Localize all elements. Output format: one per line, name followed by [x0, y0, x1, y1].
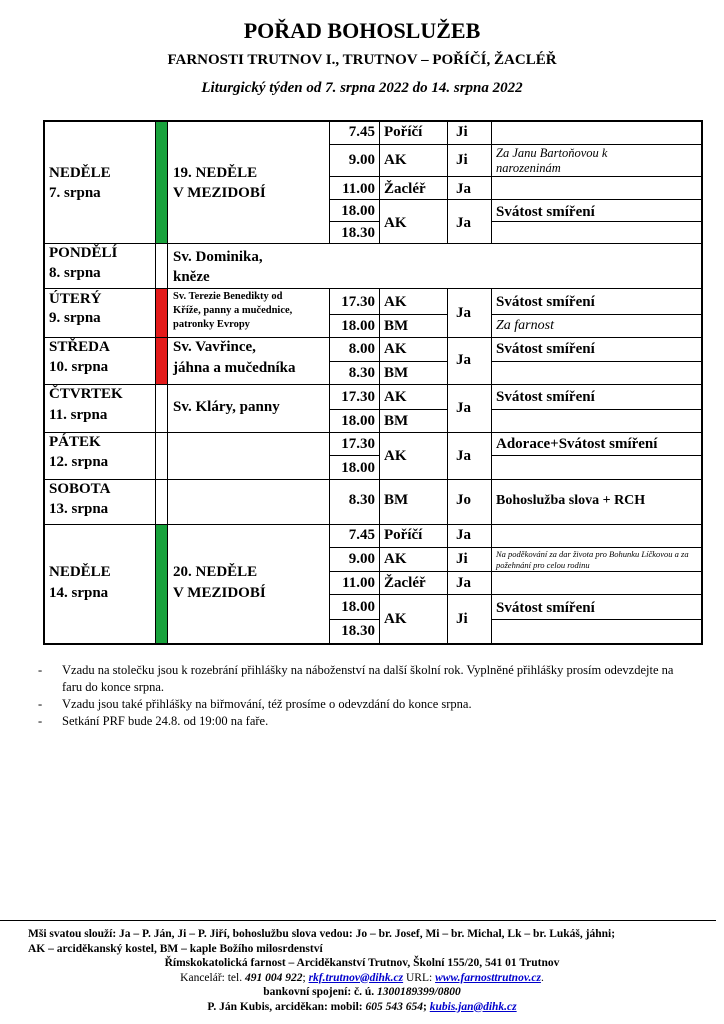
announcement-item — [38, 696, 688, 713]
feast-name: Sv. Dominika, — [173, 249, 263, 265]
liturgical-color-bar — [156, 337, 167, 384]
feast-name: patronky Evropy — [173, 319, 250, 330]
announcement-text: Setkání PRF bude 24.8. od 19:00 na faře. — [62, 714, 269, 728]
mass-place: BM — [384, 365, 409, 381]
mass-place: AK — [384, 611, 407, 627]
priest-code: Jo — [456, 492, 471, 508]
day-name: PÁTEK — [49, 434, 101, 450]
subrow-line — [329, 221, 379, 222]
priest-code: Ji — [456, 152, 468, 168]
bullet-dash: - — [38, 663, 43, 677]
priest-code: Ja — [456, 527, 471, 543]
mass-note: Svátost smíření — [496, 204, 595, 220]
priest-code: Ja — [456, 575, 471, 591]
mass-time: 17.30 — [341, 436, 375, 452]
mass-time: 7.45 — [348, 124, 375, 140]
day-separator — [43, 243, 702, 244]
mass-place: BM — [384, 318, 409, 334]
day-date: 12. srpna — [49, 454, 109, 470]
feast-name: Kříže, panny a mučednice, — [173, 305, 293, 316]
liturgical-color-bar — [156, 120, 167, 243]
day-name: ČTVRTEK — [49, 386, 123, 402]
website-link[interactable]: www.farnosttrutnov.cz — [435, 971, 541, 984]
mass-time: 8.30 — [348, 365, 375, 381]
mass-intention: Na poděkování za dar života pro Bohunku Líčkovou a za požehnání pro celou rodinu — [496, 549, 689, 570]
subrow-line — [329, 547, 702, 548]
footer-office: Kancelář: tel. 491 004 922; rkf.trutnov@dihk.cz URL: www.farnosttrutnov.cz. — [180, 971, 544, 984]
table-border — [43, 120, 702, 122]
mass-place: AK — [384, 448, 407, 464]
day-date: 7. srpna — [49, 185, 101, 201]
office-email-link[interactable]: rkf.trutnov@dihk.cz — [308, 971, 404, 984]
subrow-line — [491, 361, 702, 362]
column-line — [379, 120, 380, 243]
mass-time: 17.30 — [341, 294, 375, 310]
day-date: 9. srpna — [49, 310, 101, 326]
day-name: NEDĚLE — [49, 165, 111, 181]
parish-subtitle: FARNOSTI TRUTNOV I., TRUTNOV – POŘÍČÍ, ŽACLÉŘ — [167, 52, 557, 68]
day-date: 10. srpna — [49, 359, 109, 375]
mass-place: AK — [384, 341, 407, 357]
mass-note: Svátost smíření — [496, 389, 595, 405]
announcement-item — [38, 713, 688, 730]
mass-time: 17.30 — [341, 389, 375, 405]
priest-code: Ja — [456, 352, 471, 368]
priest-code: Ja — [456, 400, 471, 416]
column-line — [447, 120, 448, 243]
day-date: 14. srpna — [49, 585, 109, 601]
feast-name: 20. NEDĚLE — [173, 564, 258, 580]
table-border — [43, 643, 702, 645]
mass-note: Svátost smíření — [496, 294, 595, 310]
bank-account: 1300189399/0800 — [377, 986, 461, 998]
feast-name: V MEZIDOBÍ — [173, 185, 266, 201]
mass-note: Svátost smíření — [496, 341, 595, 357]
feast-name: kněze — [173, 269, 210, 285]
mass-place: AK — [384, 389, 407, 405]
mass-place: AK — [384, 152, 407, 168]
day-name: SOBOTA — [49, 481, 111, 497]
priest-mobile: 605 543 654 — [365, 1000, 424, 1013]
mass-place: AK — [384, 215, 407, 231]
day-separator — [43, 432, 702, 433]
feast-name: V MEZIDOBÍ — [173, 585, 266, 601]
priest-code: Ji — [456, 551, 468, 567]
mass-place: AK — [384, 551, 407, 567]
footer-address: Římskokatolická farnost – Arciděkanství Trutnov, Školní 155/20, 541 01 Trutnov — [164, 957, 560, 969]
column-line — [167, 120, 168, 644]
priest-code: Ja — [456, 448, 471, 464]
subrow-line — [329, 361, 447, 362]
liturgical-color-bar — [156, 524, 167, 644]
subrow-line — [491, 619, 702, 620]
subrow-line — [329, 199, 702, 200]
subrow-line — [329, 176, 702, 177]
subrow-line — [329, 314, 447, 315]
subrow-line — [329, 571, 702, 572]
announcement-text: Vzadu jsou také přihlášky na biřmování, též prosíme o odevzdání do konce srpna. — [62, 697, 472, 711]
feast-name: jáhna a mučedníka — [173, 360, 296, 376]
liturgical-color-bar — [156, 288, 167, 337]
announcement-item — [38, 662, 688, 696]
day-separator — [43, 479, 702, 480]
announcements — [38, 662, 688, 730]
table-border — [43, 120, 45, 645]
liturgical-week: Liturgický týden od 7. srpna 2022 do 14. srpna 2022 — [201, 80, 523, 96]
subrow-line — [491, 314, 702, 315]
mass-time: 18.00 — [341, 599, 375, 615]
mass-time: 18.00 — [341, 460, 375, 476]
feast-name: Sv. Vavřince, — [173, 339, 256, 355]
footer-bank: bankovní spojení: č. ú. 1300189399/0800 — [263, 986, 461, 998]
mass-time: 9.00 — [348, 551, 375, 567]
mass-time: 7.45 — [348, 527, 375, 543]
mass-time: 8.00 — [348, 341, 375, 357]
schedule-table — [43, 120, 702, 644]
priest-email-link[interactable]: kubis.jan@dihk.cz — [429, 1000, 517, 1013]
mass-time: 18.00 — [341, 318, 375, 334]
subrow-line — [491, 409, 702, 410]
day-date: 11. srpna — [49, 407, 108, 423]
day-separator — [43, 337, 702, 338]
mass-time: 18.30 — [341, 623, 375, 639]
day-separator — [43, 384, 702, 385]
mass-place: Poříčí — [384, 527, 423, 543]
mass-time: 18.00 — [341, 203, 375, 219]
office-phone: 491 004 922 — [244, 971, 303, 984]
column-line — [491, 120, 492, 243]
footer-legend-places: AK – arciděkanský kostel, BM – kaple Božího milosrdenství — [28, 942, 323, 955]
subrow-line — [329, 455, 379, 456]
feast-name: 19. NEDĚLE — [173, 165, 258, 181]
bullet-dash: - — [38, 697, 43, 711]
mass-note: Bohoslužba slova + RCH — [496, 493, 646, 508]
column-line — [491, 288, 492, 644]
mass-note: Svátost smíření — [496, 600, 595, 616]
column-line — [447, 288, 448, 644]
footer-divider — [0, 920, 716, 921]
column-line — [379, 288, 380, 644]
priest-code: Ji — [456, 611, 468, 627]
subrow-line — [491, 455, 702, 456]
subrow-line — [491, 221, 702, 222]
day-name: NEDĚLE — [49, 564, 111, 580]
mass-time: 11.00 — [342, 181, 375, 197]
mass-intention: Za farnost — [496, 318, 554, 333]
subrow-line — [329, 619, 379, 620]
mass-time: 18.00 — [341, 413, 375, 429]
page-title: POŘAD BOHOSLUŽEB — [243, 18, 481, 43]
footer-legend-priests: Mši svatou slouží: Ja – P. Ján, Ji – P. Jiří, bohoslužbu slova vedou: Jo – br. Josef, Mi – br. Michal, Lk – br. Lukáš, jáhni; — [28, 928, 616, 940]
mass-time: 11.00 — [342, 575, 375, 591]
priest-code: Ja — [456, 215, 471, 231]
priest-code: Ji — [456, 124, 468, 140]
announcement-text: Vzadu na stolečku jsou k rozebrání přihlášky na náboženství na další školní rok. Vyplněné přihlášky prosím odevzdejte na faru do konce srpna. — [62, 663, 674, 694]
day-name: STŘEDA — [49, 339, 110, 355]
column-line — [155, 120, 156, 644]
mass-place: AK — [384, 294, 407, 310]
subrow-line — [329, 144, 702, 145]
day-date: 13. srpna — [49, 501, 109, 517]
priest-code: Ja — [456, 305, 471, 321]
day-date: 8. srpna — [49, 265, 101, 281]
mass-place: Žacléř — [384, 181, 426, 197]
mass-place: Žacléř — [384, 575, 426, 591]
subrow-line — [329, 409, 447, 410]
feast-name: Sv. Terezie Benedikty od — [173, 291, 283, 302]
bullet-dash: - — [38, 714, 43, 728]
mass-note: Adorace+Svátost smíření — [496, 436, 658, 452]
mass-place: BM — [384, 492, 409, 508]
mass-intention: Za Janu Bartoňovou k narozeninám — [496, 146, 608, 175]
priest-code: Ja — [456, 181, 471, 197]
subrow-line — [329, 594, 702, 595]
day-separator — [43, 524, 702, 525]
feast-name: Sv. Kláry, panny — [173, 399, 280, 415]
mass-time: 18.30 — [341, 225, 375, 241]
mass-time: 9.00 — [348, 152, 375, 168]
footer-contact: P. Ján Kubis, arciděkan: mobil: 605 543 654; kubis.jan@dihk.cz — [207, 1000, 517, 1013]
day-separator — [43, 288, 702, 289]
day-name: PONDĚLÍ — [49, 245, 118, 261]
mass-time: 8.30 — [348, 492, 375, 508]
mass-place: BM — [384, 413, 409, 429]
footer — [0, 927, 724, 1014]
mass-place: Poříčí — [384, 124, 423, 140]
day-name: ÚTERÝ — [49, 291, 102, 307]
